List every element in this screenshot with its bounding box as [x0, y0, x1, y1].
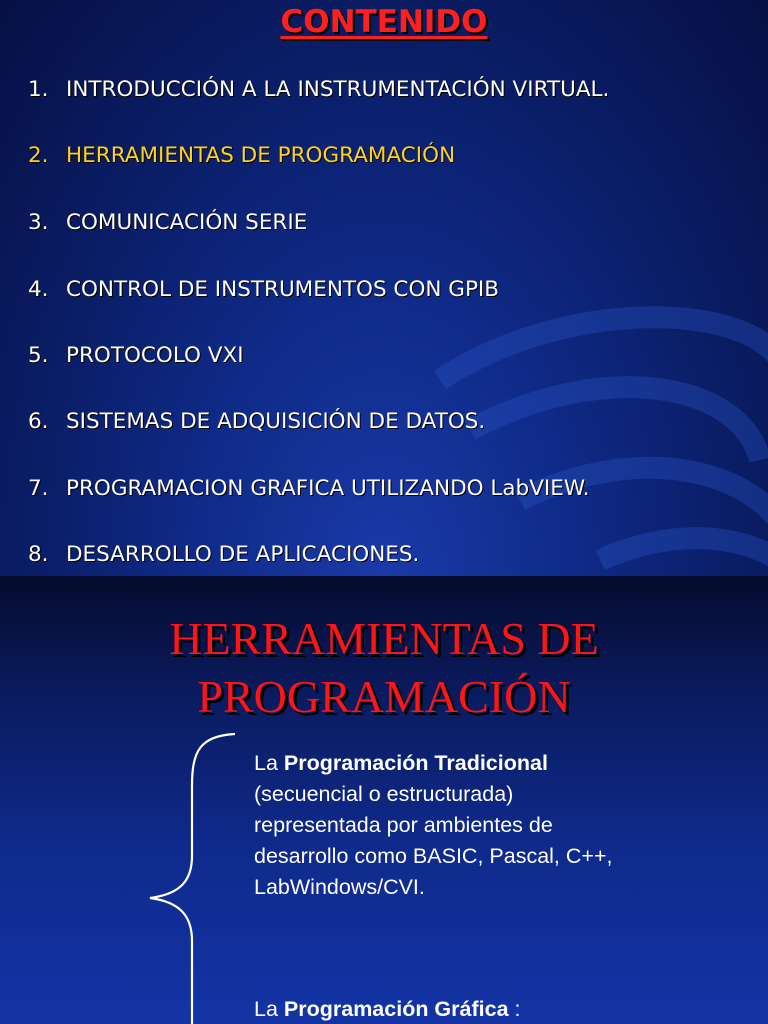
toc-number: 1.: [28, 77, 49, 102]
toc-number: 7.: [28, 476, 49, 501]
page-title: CONTENIDO: [280, 4, 488, 40]
section-title: [0, 610, 768, 726]
toc-text: CONTROL DE INSTRUMENTOS CON GPIB: [66, 277, 500, 302]
toc-item: [28, 277, 499, 302]
paragraph-programacion-tradicional: [254, 748, 754, 903]
toc-text: PROTOCOLO VXI: [66, 343, 244, 368]
toc-text: DESARROLLO DE APLICACIONES.: [66, 542, 420, 567]
para-suffix: :: [508, 997, 521, 1021]
toc-item: [28, 409, 485, 434]
toc-item: [28, 210, 307, 235]
toc-number: 4.: [28, 277, 49, 302]
para-line: representada por ambientes de: [254, 813, 553, 837]
para-prefix: La: [254, 997, 284, 1021]
toc-text: HERRAMIENTAS DE PROGRAMACIÓN: [66, 143, 456, 168]
toc-number: 8.: [28, 542, 49, 567]
toc-number: 3.: [28, 210, 49, 235]
curly-brace-icon: [140, 726, 240, 1024]
toc-text: SISTEMAS DE ADQUISICIÓN DE DATOS.: [66, 409, 486, 434]
para-line: LabWindows/CVI.: [254, 875, 425, 899]
section-title-line2: PROGRAMACIÓN: [197, 671, 571, 722]
toc-item: [28, 542, 419, 567]
para-line: (secuencial o estructurada): [254, 782, 514, 806]
slide-herramientas: [0, 576, 768, 1024]
toc-item: [28, 343, 244, 368]
para-line: desarrollo como BASIC, Pascal, C++,: [254, 844, 613, 868]
section-title-line1: HERRAMIENTAS DE: [169, 613, 599, 664]
toc-text: PROGRAMACION GRAFICA UTILIZANDO LabVIEW.: [66, 476, 590, 501]
paragraph-programacion-grafica: [254, 994, 754, 1024]
toc-text: COMUNICACIÓN SERIE: [66, 210, 308, 235]
toc-text: INTRODUCCIÓN A LA INSTRUMENTACIÓN VIRTUAL.: [66, 77, 610, 102]
para-prefix: La: [254, 751, 284, 775]
toc-item-active: [28, 143, 455, 168]
toc-item: [28, 77, 609, 102]
para-bold-term: Programación Tradicional: [283, 751, 548, 775]
toc-item: [28, 476, 589, 501]
toc-number: 6.: [28, 409, 49, 434]
toc-number: 2.: [28, 143, 49, 168]
toc-number: 5.: [28, 343, 49, 368]
para-bold-term: Programación Gráfica: [283, 997, 509, 1021]
